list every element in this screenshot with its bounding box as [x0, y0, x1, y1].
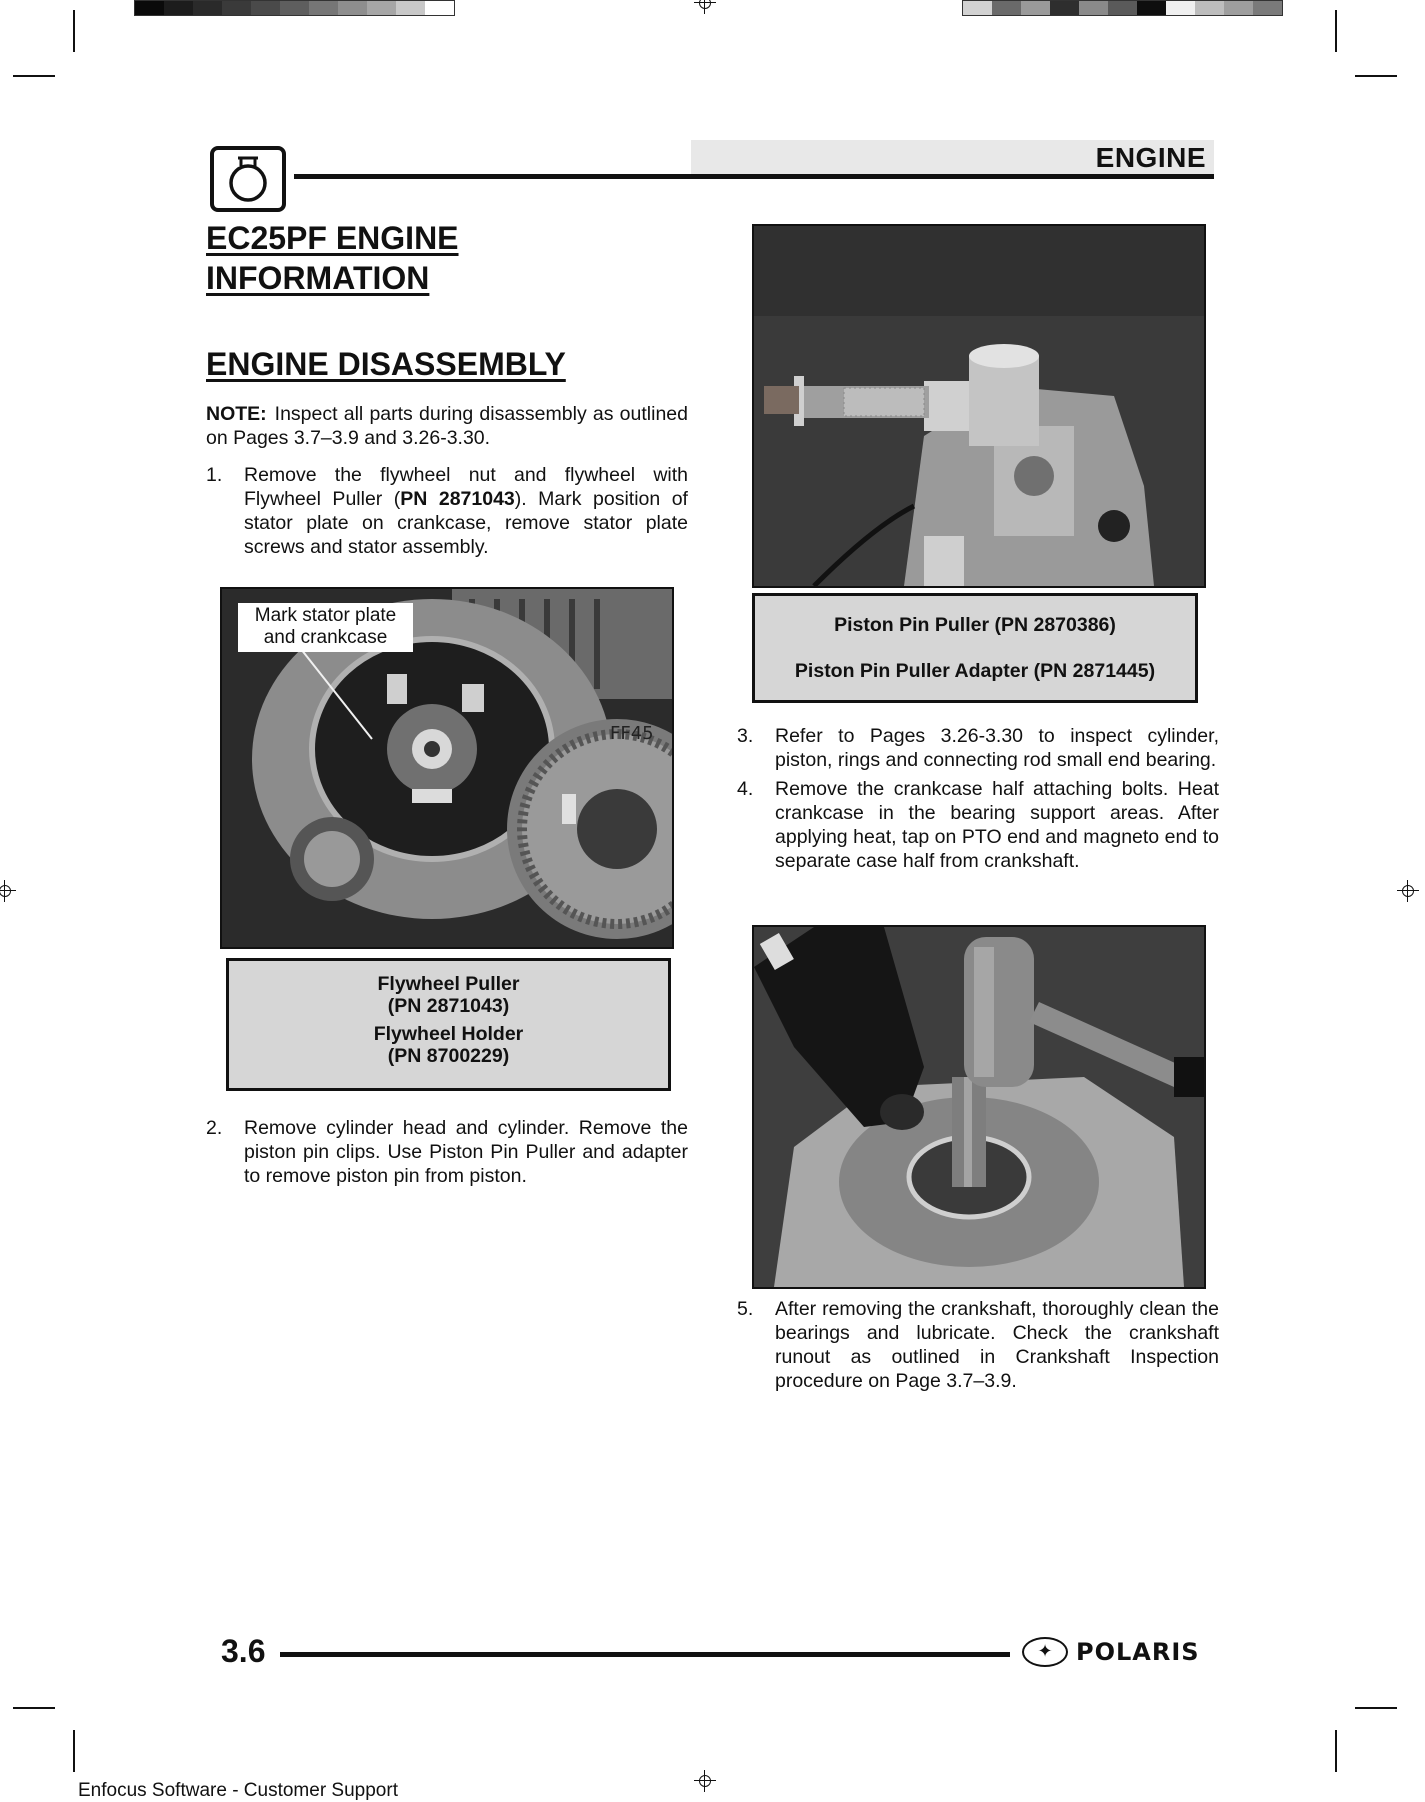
color-swatch	[1195, 1, 1224, 15]
polaris-logo	[1022, 1636, 1212, 1668]
color-swatch	[1108, 1, 1137, 15]
note-paragraph	[206, 402, 688, 450]
stator-callout: Mark stator plate and crankcase	[238, 603, 413, 652]
color-calibration-strip-right	[962, 0, 1283, 16]
steps-3-4	[737, 724, 1219, 878]
crop-mark	[13, 75, 55, 77]
step-text: After removing the crankshaft, thoroughly clean the bearings and lubricate. Check the crankshaft runout as outlined in Crankshaft Inspection procedure on Page 3.7–3.9.	[775, 1298, 1219, 1392]
color-swatch	[222, 1, 251, 15]
registration-mark-icon	[694, 1770, 716, 1792]
color-swatch	[1224, 1, 1253, 15]
engine-icon	[210, 146, 286, 212]
page-title: EC25PF ENGINE INFORMATION	[206, 220, 459, 296]
color-swatch	[1021, 1, 1050, 15]
crop-mark	[1355, 75, 1397, 77]
section-heading: ENGINE DISASSEMBLY	[206, 346, 566, 382]
color-swatch	[338, 1, 367, 15]
crop-mark	[73, 1730, 75, 1772]
step-text: Refer to Pages 3.26-3.30 to inspect cylinder, piston, rings and connecting rod small end bearing.	[775, 725, 1219, 771]
color-swatch	[367, 1, 396, 15]
color-swatch	[396, 1, 425, 15]
registration-mark-icon	[1397, 880, 1419, 902]
piston-pin-puller-photo	[752, 224, 1206, 588]
step-3	[737, 724, 1219, 772]
step-2	[206, 1116, 688, 1188]
section-label: ENGINE	[1095, 142, 1206, 173]
step-5	[737, 1297, 1219, 1393]
color-swatch	[193, 1, 222, 15]
step-number: 3.	[737, 725, 754, 747]
color-swatch	[1166, 1, 1195, 15]
registration-mark-icon	[694, 0, 716, 14]
step-number: 1.	[206, 464, 223, 486]
color-swatch	[1137, 1, 1166, 15]
step-text: Remove cylinder head and cylinder. Remove the piston pin clips. Use Piston Pin Puller and adapter to remove piston pin from piston.	[244, 1117, 688, 1187]
color-swatch	[1253, 1, 1282, 15]
flywheel-marking: FF45	[610, 723, 654, 744]
note-label: NOTE:	[206, 403, 267, 425]
flywheel-tools-caption: Flywheel Puller (PN 2871043) Flywheel Holder (PN 8700229)	[226, 958, 671, 1091]
color-swatch	[1050, 1, 1079, 15]
color-swatch	[425, 1, 454, 15]
step-1	[206, 463, 688, 559]
crop-mark	[13, 1707, 55, 1709]
support-footer-text: Enfocus Software - Customer Support	[78, 1780, 398, 1801]
color-swatch	[280, 1, 309, 15]
step-text: Remove the crankcase half attaching bolts. Heat crankcase in the bearing support areas. After applying heat, tap on PTO end and magneto end to separate case half from crankshaft.	[775, 778, 1219, 872]
color-calibration-strip-left	[134, 0, 455, 16]
color-swatch	[251, 1, 280, 15]
crop-mark	[1355, 1707, 1397, 1709]
color-swatch	[992, 1, 1021, 15]
color-swatch	[135, 1, 164, 15]
color-swatch	[963, 1, 992, 15]
step-number: 5.	[737, 1298, 754, 1320]
footer-rule	[280, 1652, 1010, 1657]
color-swatch	[1079, 1, 1108, 15]
crankcase-heating-photo	[752, 925, 1206, 1289]
crop-mark	[1335, 1730, 1337, 1772]
color-swatch	[164, 1, 193, 15]
registration-mark-icon	[0, 880, 16, 902]
crop-mark	[73, 10, 75, 52]
page-number: 3.6	[221, 1633, 266, 1669]
crop-mark	[1335, 10, 1337, 52]
step-number: 4.	[737, 778, 754, 800]
note-text: Inspect all parts during disassembly as outlined on Pages 3.7–3.9 and 3.26-3.30.	[206, 403, 688, 449]
piston-pin-tools-caption: Piston Pin Puller (PN 2870386) Piston Pin Puller Adapter (PN 2871445)	[752, 593, 1198, 703]
step-number: 2.	[206, 1117, 223, 1139]
step-4	[737, 777, 1219, 873]
step-text: Remove the flywheel nut and flywheel with Flywheel Puller (PN 2871043). Mark position of stator plate on crankcase, remove stator plate screws and stator assembly.	[244, 464, 688, 558]
header-rule	[294, 174, 1214, 179]
polaris-star-icon	[1022, 1637, 1068, 1667]
color-swatch	[309, 1, 338, 15]
brand-name: POLARIS	[1076, 1638, 1200, 1666]
